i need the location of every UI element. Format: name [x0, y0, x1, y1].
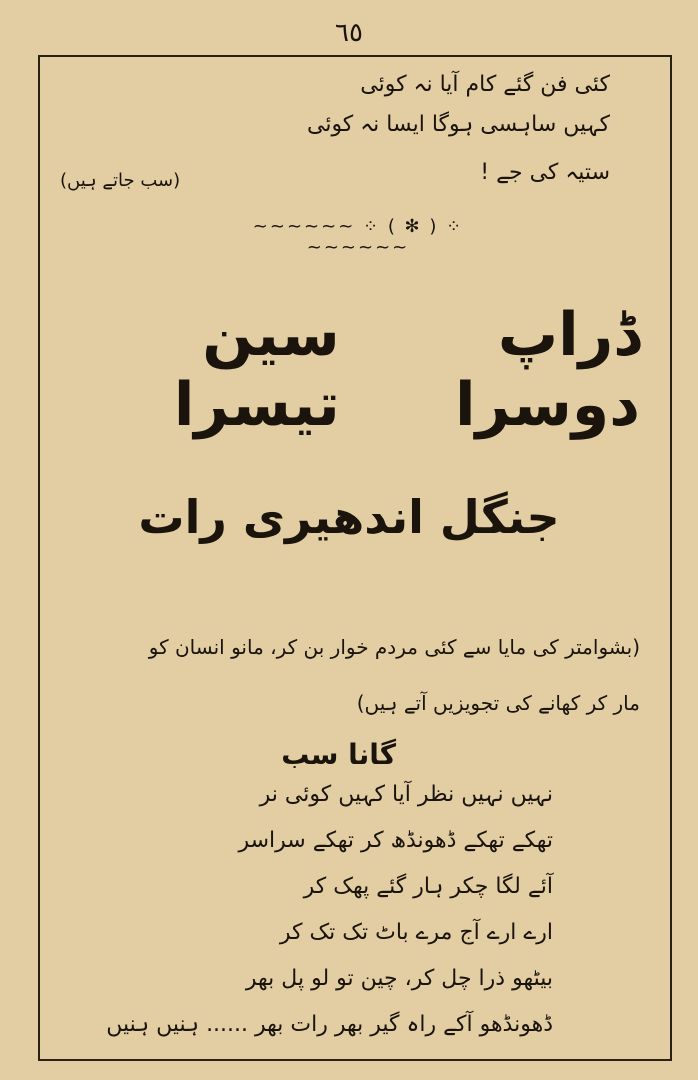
song-title: گانا سب: [281, 738, 396, 771]
scene-location: جنگل اندھیری رات: [138, 490, 560, 544]
song-line-3: آئے لگا چکر ہار گئے پھک کر: [303, 874, 553, 899]
song-line-2: تھکے تھکے ڈھونڈھ کر تھکے سراسر: [238, 828, 553, 853]
page-border: [38, 55, 672, 1061]
ornamental-divider: ~~~~~~ ⁘ ( ✻ ) ⁘ ~~~~~~: [252, 216, 464, 258]
page-number: ٦٥: [335, 18, 363, 48]
drop-label: ڈراپ دوسرا: [455, 300, 640, 440]
stage-direction-exit: (سب جاتے ہیں): [60, 170, 181, 191]
song-line-5: بیٹھو ذرا چل کر، چین تو لو پل بھر: [245, 966, 553, 991]
song-line-6: ڈھونڈھو آکے راہ گیر بھر رات بھر ...... ہنیں ہنیں: [106, 1012, 553, 1037]
scene-label: سین تیسرا: [173, 300, 340, 440]
verse-line-2: کہیں ساہسی ہوگا ایسا نہ کوئی: [306, 112, 610, 137]
stage-direction-line-1: (بشوامتر کی مایا سے کئی مردم خوار بن کر، مانو انسان کو: [148, 635, 640, 659]
verse-line-3: ستیہ کی جے !: [480, 160, 610, 185]
song-line-1: نہیں نہیں نظر آیا کہیں کوئی نر: [259, 782, 553, 807]
scene-heading: [60, 300, 640, 440]
stage-direction-line-2: مار کر کھانے کی تجویزیں آتے ہیں): [356, 691, 640, 715]
verse-line-1: کئی فن گئے کام آیا نہ کوئی: [360, 72, 610, 97]
song-line-4: ارے ارے آج مرے باٹ تک تک کر: [279, 920, 553, 945]
